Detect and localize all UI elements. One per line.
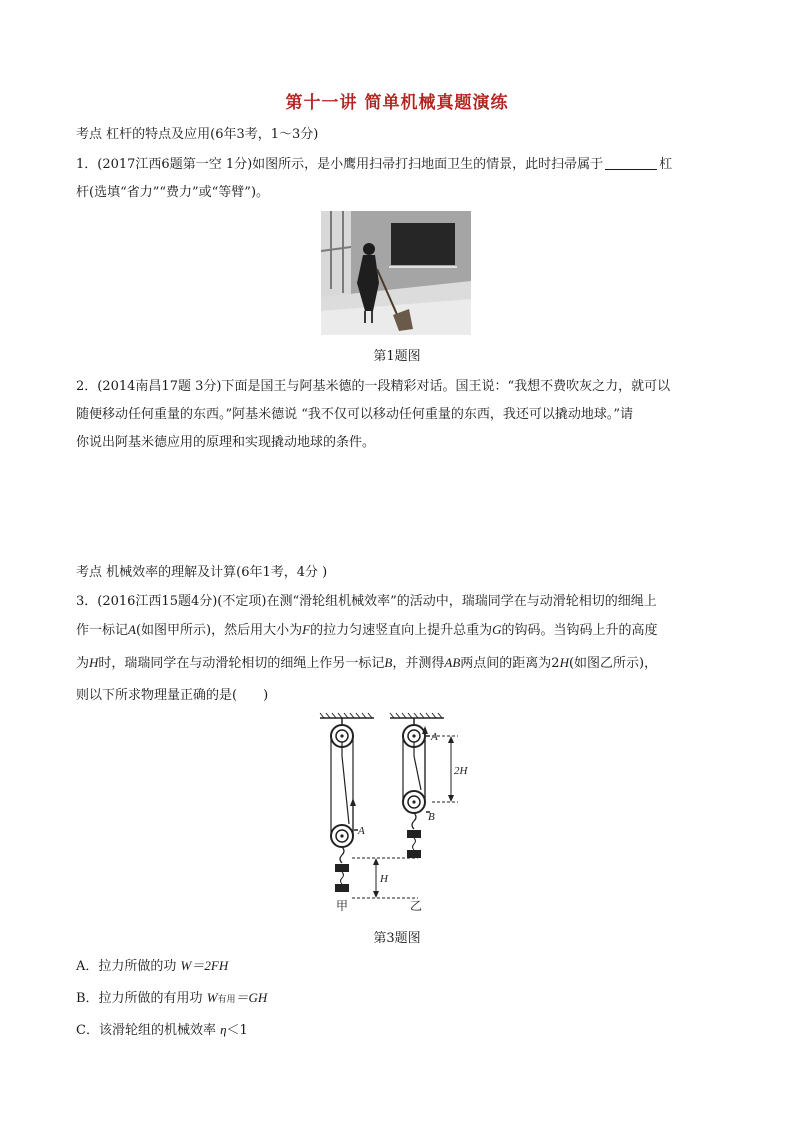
option-B[interactable] [76, 988, 726, 1010]
pulley-system-jia [331, 718, 358, 892]
question-3-line-4: 则以下所求物理量正确的是( ) [76, 688, 269, 703]
ceiling-right [390, 713, 444, 718]
label-B: B [428, 811, 435, 823]
text: 的拉力匀速竖直向上提升总重为 [310, 623, 493, 638]
question-3-line-1: 3．(2016江西15题4分)(不定项)在测“滑轮组机械效率”的活动中，瑞瑞同学在与动滑轮相切的细绳上 [76, 594, 657, 609]
option-A-expression: ＝2FH [191, 958, 229, 973]
sweeping-photo [321, 211, 471, 335]
pulley-figure [318, 712, 478, 912]
section-heading-efficiency: 考点 机械效率的理解及计算(6年1考，4分 ) [76, 565, 328, 580]
question-3-line-2 [76, 620, 726, 641]
text: 的钩码。当钩码上升的高度 [501, 623, 658, 638]
option-C-expression: ＜1 [226, 1023, 248, 1038]
question-1-line-1 [76, 155, 726, 175]
text: (如图甲所示)，然后用大小为 [135, 623, 303, 638]
symbol-eta: η [220, 1022, 227, 1037]
figure-1-caption: 第1题图 [373, 349, 421, 364]
symbol-H: H [89, 655, 99, 670]
text: ，并测得 [392, 656, 445, 671]
option-A-label: A．拉力所做的功 [76, 959, 181, 974]
option-B-expression: ＝GH [235, 990, 268, 1005]
option-A[interactable] [76, 956, 726, 977]
page-title: 第十一讲 简单机械真题演练 [285, 93, 509, 113]
label-H: H [380, 873, 388, 885]
question-1-text: 1．(2017江西6题第一空 1分)如图所示，是小鹰用扫帚打扫地面卫生的情景，此时扫帚属于 [76, 157, 604, 172]
symbol-B: B [384, 655, 393, 670]
symbol-H: H [559, 655, 569, 670]
label-yi: 乙 [410, 899, 423, 912]
label-jia: 甲 [336, 899, 349, 912]
section-heading-lever: 考点 杠杆的特点及应用(6年3考，1～3分) [76, 127, 319, 142]
symbol-F: F [302, 622, 311, 637]
question-2-line-3: 你说出阿基米德应用的原理和实现撬动地球的条件。 [76, 435, 376, 450]
subscript-useful: 有用 [217, 995, 236, 1005]
question-3-line-3 [76, 653, 726, 674]
label-A-yi: A [431, 731, 438, 743]
question-2-line-1: 2．(2014南昌17题 3分)下面是国王与阿基米德的一段精彩对话。国王说：“我想不费吹灰之力，就可以 [76, 379, 671, 394]
figure-3-caption: 第3题图 [373, 931, 421, 946]
symbol-A: A [128, 622, 136, 637]
symbol-W: W [206, 990, 218, 1005]
text: 时，瑞瑞同学在与动滑轮相切的细绳上作另一标记 [98, 656, 385, 671]
text: 两点间的距离为2 [460, 656, 560, 671]
answer-blank[interactable] [605, 155, 657, 170]
text: 为 [76, 656, 90, 671]
ceiling-left [320, 713, 374, 718]
symbol-AB: AB [444, 655, 461, 670]
question-1-line-2: 杆(选填“省力”“费力”或“等臂”)。 [76, 185, 270, 200]
option-C-label: C．该滑轮组的机械效率 [76, 1023, 221, 1038]
label-2H: 2H [454, 765, 468, 777]
sweeping-photo-drawing [321, 211, 471, 335]
pulley-system-yi [403, 718, 430, 858]
text: 作一标记 [76, 623, 129, 638]
option-C[interactable] [76, 1020, 726, 1041]
option-B-label: B．拉力所做的有用功 [76, 991, 207, 1006]
text: (如图乙所示)， [568, 656, 658, 671]
symbol-G: G [492, 622, 502, 637]
question-2-line-2: 随便移动任何重量的东西。”阿基米德说 “我不仅可以移动任何重量的东西，我还可以撬动地球。”请 [76, 407, 634, 422]
symbol-W: W [180, 958, 192, 973]
question-1-text-end: 杠 [659, 157, 673, 172]
label-A-jia: A [358, 825, 365, 837]
